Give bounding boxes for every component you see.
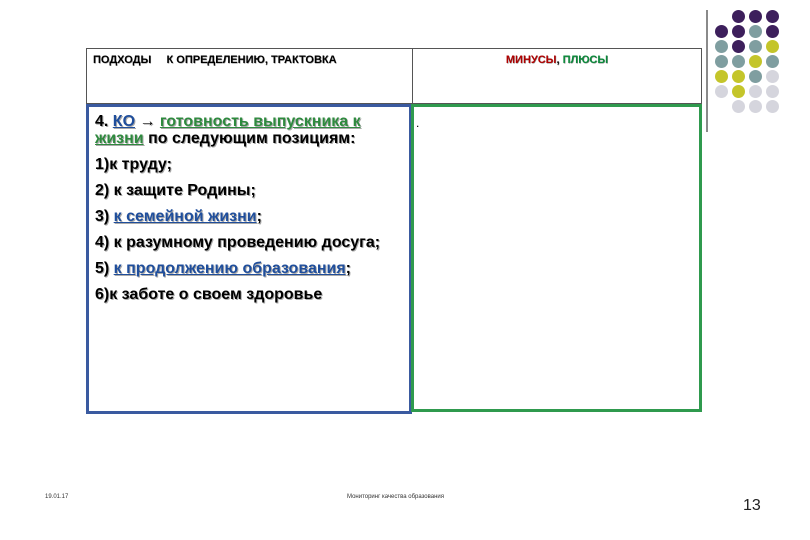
decorative-dot xyxy=(732,55,745,68)
decorative-dot xyxy=(766,10,779,23)
minus-label: МИНУСЫ xyxy=(505,54,557,66)
page-number: 13 xyxy=(743,497,761,514)
arrow-icon: → xyxy=(135,113,160,130)
decorative-dot xyxy=(715,85,728,98)
decorative-dot xyxy=(766,70,779,83)
decorative-dot xyxy=(715,70,728,83)
list-item: 2) к защите Родины; xyxy=(95,182,256,199)
column-header-approaches: ПОДХОДЫ К ОПРЕДЕЛЕНИЮ, ТРАКТОВКА xyxy=(93,54,337,66)
list-item: 6)к заботе о своем здоровье xyxy=(95,286,323,303)
list-item xyxy=(95,260,403,277)
decorative-dot xyxy=(732,70,745,83)
list-item: 4) к разумному проведению досуга; xyxy=(95,234,381,251)
decorative-dot xyxy=(715,25,728,38)
separator-label: , xyxy=(556,54,563,66)
decorative-dot xyxy=(749,100,762,113)
decorative-dot xyxy=(749,70,762,83)
decorative-dot xyxy=(766,25,779,38)
decorative-dot xyxy=(749,55,762,68)
decorative-dot xyxy=(766,100,779,113)
list-item-suffix: ; xyxy=(345,260,351,277)
approach-description-cell xyxy=(86,104,412,414)
footer-date: 19.01.17 xyxy=(45,494,69,500)
decorative-dot xyxy=(732,10,745,23)
decorative-dot xyxy=(732,40,745,53)
decorative-dot xyxy=(749,10,762,23)
decorative-vertical-line xyxy=(706,10,708,132)
column-divider xyxy=(412,49,413,103)
column-header-pros-cons xyxy=(417,54,697,66)
decorative-dot xyxy=(749,25,762,38)
intro-paragraph xyxy=(95,113,403,147)
ko-term: КО xyxy=(112,113,136,130)
decorative-dot-grid xyxy=(715,10,805,120)
list-item-prefix: 3) xyxy=(95,208,114,225)
list-item-suffix: ; xyxy=(256,208,262,225)
cell-text: . xyxy=(416,116,420,130)
list-item-highlight: к семейной жизни xyxy=(113,208,257,225)
table-header-row xyxy=(86,48,702,104)
intro-rest: по следующим позициям: xyxy=(143,130,356,147)
footer-title: Мониторинг качества образования xyxy=(347,494,445,500)
graduate-readiness-term: готовность выпускника к жизни xyxy=(95,113,361,147)
list-item: 1)к труду; xyxy=(95,156,172,173)
decorative-dot xyxy=(766,40,779,53)
decorative-dot xyxy=(715,55,728,68)
intro-number: 4. xyxy=(95,113,113,130)
decorative-dot xyxy=(715,40,728,53)
list-item-highlight: к продолжению образования xyxy=(113,260,346,277)
plus-label: ПЛЮСЫ xyxy=(562,54,609,66)
pros-cons-cell xyxy=(411,104,702,412)
decorative-dot xyxy=(766,55,779,68)
decorative-dot xyxy=(732,85,745,98)
decorative-dot xyxy=(732,100,745,113)
list-item-prefix: 5) xyxy=(95,260,114,277)
decorative-dot xyxy=(766,85,779,98)
decorative-dot xyxy=(749,40,762,53)
decorative-dot xyxy=(732,25,745,38)
list-item xyxy=(95,208,403,225)
decorative-dot xyxy=(749,85,762,98)
